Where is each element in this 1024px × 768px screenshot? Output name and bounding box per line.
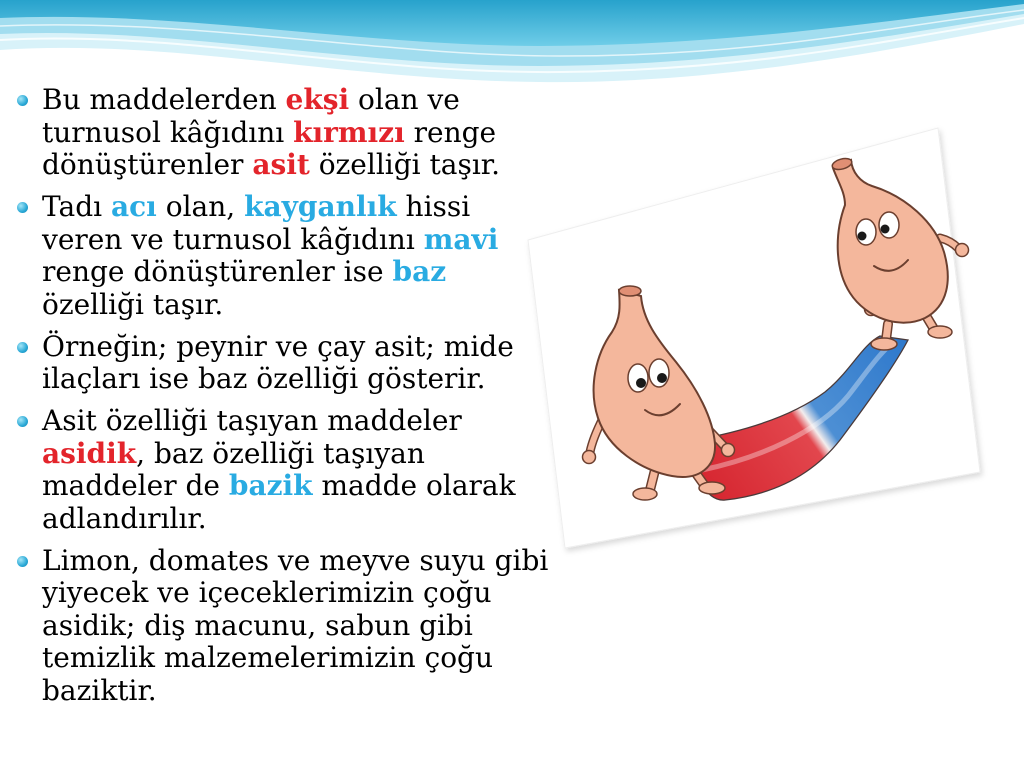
base-keyword: baz [392,255,447,288]
bullet-text [42,545,548,708]
text-run: özelliği taşır. [309,148,500,181]
bullet-text [42,84,548,182]
right-character-hand [956,244,969,257]
text-run: renge [404,115,497,149]
right-character-eye [856,219,876,245]
text-run: baziktir. [42,673,157,707]
bullet-list [42,84,548,717]
base-keyword: kayganlık [244,190,397,223]
acid-keyword: ekşi [285,83,350,116]
base-keyword: bazik [228,469,313,502]
circle-bullet-icon [17,202,28,213]
left-character-tube-opening [619,286,641,296]
right-character-eye [879,212,899,238]
bullet-item [42,331,548,396]
bullet-text [42,191,548,321]
right-character-pupil [858,232,867,241]
bullet-text [42,331,548,396]
text-run: ilaçları ise baz özelliği gösterir. [42,362,486,395]
text-run: olan ve [349,83,460,116]
text-run: Örneğin; peynir ve çay asit; mide [42,329,514,363]
text-run: yiyecek ve içeceklerimizin çoğu [42,576,492,609]
text-run: Tadı [42,190,111,223]
base-keyword: mavi [423,222,499,256]
acid-keyword: asit [252,148,310,181]
right-character-foot [928,326,952,338]
litmus-illustration [500,100,1000,570]
left-character-leg [650,470,655,490]
bullet-text [42,405,548,535]
left-character-pupil [657,373,667,383]
circle-bullet-icon [17,556,28,567]
text-run: Bu maddelerden [42,83,286,116]
text-run: Asit özelliği taşıyan maddeler [42,404,462,437]
text-run: Limon, domates ve meyve suyu gibi [42,543,549,577]
text-run: turnusol kâğıdını [42,115,294,149]
text-run: , baz özelliği taşıyan [136,436,425,470]
text-run: veren ve turnusol kâğıdını [42,222,424,256]
circle-bullet-icon [17,95,28,106]
text-run: asidik; diş macunu, sabun gibi [42,608,473,642]
circle-bullet-icon [17,416,28,427]
text-run: adlandırılır. [42,501,207,535]
text-run: hissi [396,190,471,223]
circle-bullet-icon [17,342,28,353]
right-character-foot [871,338,897,350]
bullet-item [42,191,548,321]
text-run: dönüştürenler [42,148,253,181]
text-run: madde olarak [312,469,516,502]
left-character-foot [699,482,725,494]
left-character-pupil [636,378,646,388]
left-character-foot [633,488,657,500]
left-character-hand [722,444,735,457]
right-character-pupil [881,225,890,234]
text-run: maddeler de [42,469,229,502]
base-keyword: acı [110,190,157,223]
bullet-item [42,545,548,708]
bullet-item [42,405,548,535]
left-character-hand [583,451,596,464]
text-run: renge dönüştürenler ise [42,255,393,288]
bullet-item [42,84,548,182]
text-run: özelliği taşır. [42,287,224,321]
left-character-eye [628,364,648,392]
acid-keyword: asidik [42,436,137,470]
left-character-eye [649,359,669,387]
text-run: temizlik malzemelerimizin çoğu [42,641,494,674]
acid-keyword: kırmızı [293,115,405,149]
text-run: olan, [156,190,245,223]
